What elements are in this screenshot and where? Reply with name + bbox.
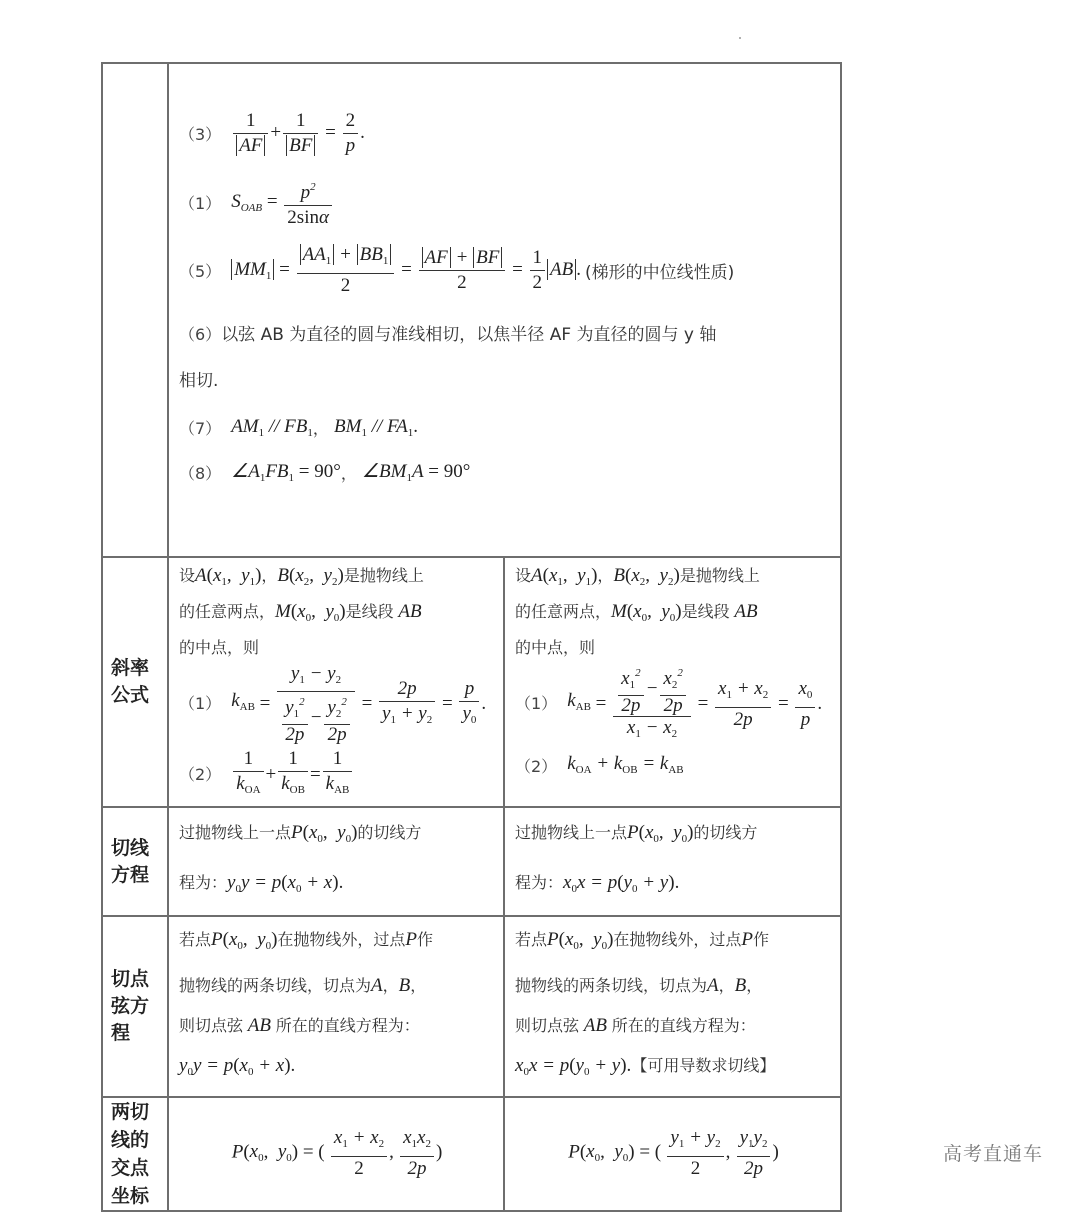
tangent-intersection-row [102,1097,841,1211]
property-index: （1） [179,193,222,213]
property-5: （5） $MM_1$ = $\frac{AA_1 + BB_1}{2}$ = $\frac{AF + BF}{2}$ = $\frac{1}{2}$ AB . (梯形的中位线性质) [179,243,735,296]
property-area: （1） $S_{OAB}$ = $\frac{p^2}{2\sin\alpha}$ [179,174,830,230]
tangent-cell-right: 过抛物线上一点$P(x_0$, $y_0$)的切线方 程为：$x_0x = p(y_0 + y)$. [504,807,841,916]
property-7: （7） $AM_1 // FB_1$ ， $BM_1 // FA_1$ . [179,415,419,439]
tangent-cell-left: 过抛物线上一点$P(x_0$, $y_0$)的切线方 程为：$y_0y = p(x_0 + x)$. [168,807,504,916]
parabola-properties-table [101,62,842,1212]
row-label-tangent: 切线 方程 [102,807,168,916]
property-8: （8） $\angle A_1FB_1$ = 90° ， $\angle BM_1A$ = 90° [179,461,471,484]
slope-cell-right: 设$A(x_1$, $y_1$)，$B(x_2$, $y_2$)是抛物线上 的任意两点，$M(x_0$, $y_0$)是线段 AB 的中点，则 （1） $k_{AB}$ = $\frac{x_1^2}{2p}$ − $\frac{x_2^2}{2p}$ $x_1 - x_2$ = $\frac{x_1 + x_2}{2p}$ = $\frac{x_0}{p}$ . （2） $k_{OA} + k_{OB} = k_{AB}$ [504,557,841,807]
slope-formula-2-right: （2） $k_{OA} + k_{OB} = k_{AB}$ [515,753,684,776]
intersection-cell-right: $P(x_0$, $y_0$) = ( $\frac{y_1 + y_2}{2}$ , $\frac{y_1y_2}{2p}$ ) [504,1097,841,1211]
property-3: （3） $\frac{1}{AF}$ + $\frac{1}{BF}$ = $\frac{2}{p}$ . [179,109,365,156]
watermark: 高考直通车 [943,1143,1044,1165]
slope-formula-2: （2） $\frac{1}{k_{OA}}$ + $\frac{1}{k_{OB}}$ = $\frac{1}{k_{AB}}$ [179,747,495,802]
chord-cell-right: 若点$P(x_0$, $y_0$)在抛物线外，过点P作 抛物线的两条切线，切点为A，B， 则切点弦 AB 所在的直线方程为： $x_0x = p(y_0 + y)$.【可用导数求切线】 [504,916,841,1097]
focal-chord-properties-cell [168,63,841,557]
slope-formula-1-right: （1） $k_{AB}$ = $\frac{x_1^2}{2p}$ − $\frac{x_2^2}{2p}$ $x_1 - x_2$ = $\frac{x_1 + x_2}{2p}$ = $\frac{x_0}{p}$ . [515,663,832,745]
slope-cell-left: 设$A(x_1$, $y_1$)，$B(x_2$, $y_2$)是抛物线上 的任意两点，$M(x_0$, $y_0$)是线段 AB 的中点，则 （1） $k_{AB}$ = $y_1 - y_2$ $\frac{y_1^2}{2p}$ − $\frac{y_2^2}{2p}$ = $\frac{2p}{y_1 + y_2}$ = $\frac{p}{y_0}$ . （2） $\frac{1}{k_{OA}}$ + $\frac{1}{k_{OB}}$ = $\frac{1}{k_{AB}}$ [168,557,504,807]
property-note: (梯形的中位线性质) [585,262,735,283]
derivative-note: 【可用导数求切线】 [631,1056,776,1075]
stray-dot [739,37,741,39]
row-label-intersection: 两切 线的 交点 坐标 [102,1097,168,1211]
intersection-cell-left: $P(x_0$, $y_0$) = ( $\frac{x_1 + x_2}{2}$ , $\frac{x_1x_2}{2p}$ ) [168,1097,504,1211]
row-label-slope: 斜率 公式 [102,557,168,807]
property-6: （6）以弦 AB 为直径的圆与准线相切，以焦半径 AF 为直径的圆与 y 轴 相切. [179,325,717,391]
property-index: （5） [179,261,222,281]
slope-formula-1: （1） $k_{AB}$ = $y_1 - y_2$ $\frac{y_1^2}{2p}$ − $\frac{y_2^2}{2p}$ = $\frac{2p}{y_1 + y_2}$ = $\frac{p}{y_0}$ . [179,663,487,745]
chord-cell-left: 若点$P(x_0$, $y_0$)在抛物线外，过点P作 抛物线的两条切线，切点为A，B， 则切点弦 AB 所在的直线方程为： $y_0y = p(x_0 + x)$. [168,916,504,1097]
property-index: （3） [179,124,222,144]
slope-formula-row [102,557,841,807]
empty-label-cell [102,63,168,557]
tangent-equation-row [102,807,841,916]
row-label-chord-of-contact: 切点 弦方 程 [102,916,168,1097]
focal-chord-properties-row [102,63,841,557]
chord-of-contact-row [102,916,841,1097]
